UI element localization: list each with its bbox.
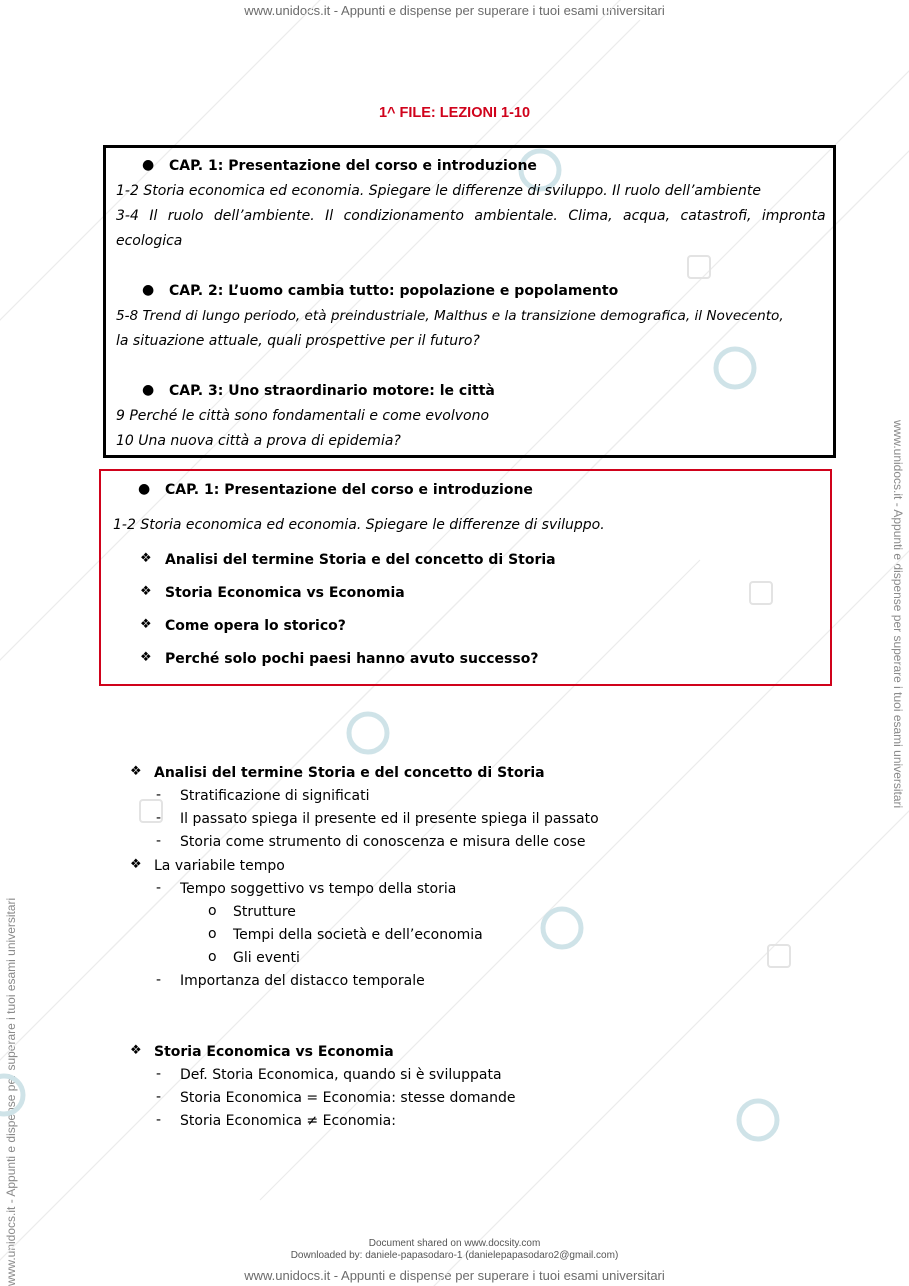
circle-bullet: o [208, 903, 217, 919]
box1-cap1-line2: 3-4 Il ruolo dell’ambiente. Il condizionamento ambientale. Clima, acqua, catastrofi, impronta [116, 208, 826, 224]
bullet: ● [142, 382, 155, 398]
side-watermark-left: www.unidocs.it - Appunti e dispense per superare i tuoi esami universitari [4, 897, 18, 1286]
site-header: www.unidocs.it - Appunti e dispense per superare i tuoi esami universitari [244, 3, 665, 18]
box2-item: Storia Economica vs Economia [165, 585, 405, 601]
site-footer-banner: www.unidocs.it - Appunti e dispense per superare i tuoi esami universitari [244, 1268, 665, 1283]
diamond-bullet-icon: ❖ [130, 764, 142, 779]
box1-cap1-line3: ecologica [116, 233, 183, 249]
diamond-bullet-icon: ❖ [140, 617, 152, 632]
box1-cap2-heading: CAP. 2: L’uomo cambia tutto: popolazione e popolamento [169, 283, 619, 299]
dash-bullet: - [156, 1112, 162, 1128]
outline1-item: Stratificazione di significati [180, 788, 370, 804]
outline1-tempo-item: Tempo soggettivo vs tempo della storia [180, 881, 457, 897]
outline1-subitem: Gli eventi [233, 950, 300, 966]
box2-subtitle: 1-2 Storia economica ed economia. Spiegare le differenze di sviluppo. [113, 517, 605, 533]
dash-bullet: - [156, 810, 162, 826]
outline2-heading: Storia Economica vs Economia [154, 1044, 394, 1060]
dash-bullet: - [156, 1089, 162, 1105]
diamond-bullet-icon: ❖ [130, 857, 142, 872]
dash-bullet: - [156, 972, 162, 988]
box2-cap1-heading: CAP. 1: Presentazione del corso e introduzione [165, 482, 533, 498]
diamond-bullet-icon: ❖ [140, 650, 152, 665]
outline1-subitem: Strutture [233, 904, 296, 920]
diamond-bullet-icon: ❖ [140, 584, 152, 599]
outline2-item: Def. Storia Economica, quando si è sviluppata [180, 1067, 502, 1083]
docsity-footer-line1: Document shared on www.docsity.com [368, 1238, 541, 1249]
outline1-item: Storia come strumento di conoscenza e misura delle cose [180, 834, 586, 850]
side-watermark-right: www.unidocs.it - Appunti e dispense per superare i tuoi esami universitari [891, 420, 905, 809]
dash-bullet: - [156, 787, 162, 803]
box2-item: Perché solo pochi paesi hanno avuto successo? [165, 651, 539, 667]
box1-cap1-line1: 1-2 Storia economica ed economia. Spiegare le differenze di sviluppo. Il ruolo dell’ambiente [116, 183, 762, 199]
outline1-heading: Analisi del termine Storia e del concetto di Storia [154, 765, 545, 781]
box1-cap3-line2: 10 Una nuova città a prova di epidemia? [116, 433, 401, 449]
dash-bullet: - [156, 880, 162, 896]
dash-bullet: - [156, 1066, 162, 1082]
diamond-bullet-icon: ❖ [130, 1043, 142, 1058]
box1-cap3-line1: 9 Perché le città sono fondamentali e come evolvono [116, 408, 490, 424]
circle-bullet: o [208, 926, 217, 942]
outline1-heading2: La variabile tempo [154, 858, 285, 874]
diamond-bullet-icon: ❖ [140, 551, 152, 566]
bullet: ● [142, 157, 155, 173]
outline2-item: Storia Economica ≠ Economia: [180, 1113, 396, 1129]
outline1-subitem: Tempi della società e dell’economia [233, 927, 483, 943]
bullet: ● [138, 481, 151, 497]
outline1-item: Importanza del distacco temporale [180, 973, 425, 989]
circle-bullet: o [208, 949, 217, 965]
box2-item: Analisi del termine Storia e del concetto di Storia [165, 552, 556, 568]
box1-cap1-heading: CAP. 1: Presentazione del corso e introduzione [169, 158, 537, 174]
outline2-item: Storia Economica = Economia: stesse domande [180, 1090, 516, 1106]
box2-item: Come opera lo storico? [165, 618, 346, 634]
bullet: ● [142, 282, 155, 298]
dash-bullet: - [156, 833, 162, 849]
outline1-item: Il passato spiega il presente ed il presente spiega il passato [180, 811, 599, 827]
box1-cap3-heading: CAP. 3: Uno straordinario motore: le città [169, 383, 495, 399]
box1-cap2-line1: 5-8 Trend di lungo periodo, età preindustriale, Malthus e la transizione demografica, il Novecento, [116, 308, 784, 324]
document-title: 1^ FILE: LEZIONI 1-10 [378, 105, 531, 121]
docsity-footer-line2: Downloaded by: daniele-papasodaro-1 (danielepapasodaro2@gmail.com) [290, 1250, 619, 1261]
box1-cap2-line2: la situazione attuale, quali prospettive per il futuro? [116, 333, 480, 349]
